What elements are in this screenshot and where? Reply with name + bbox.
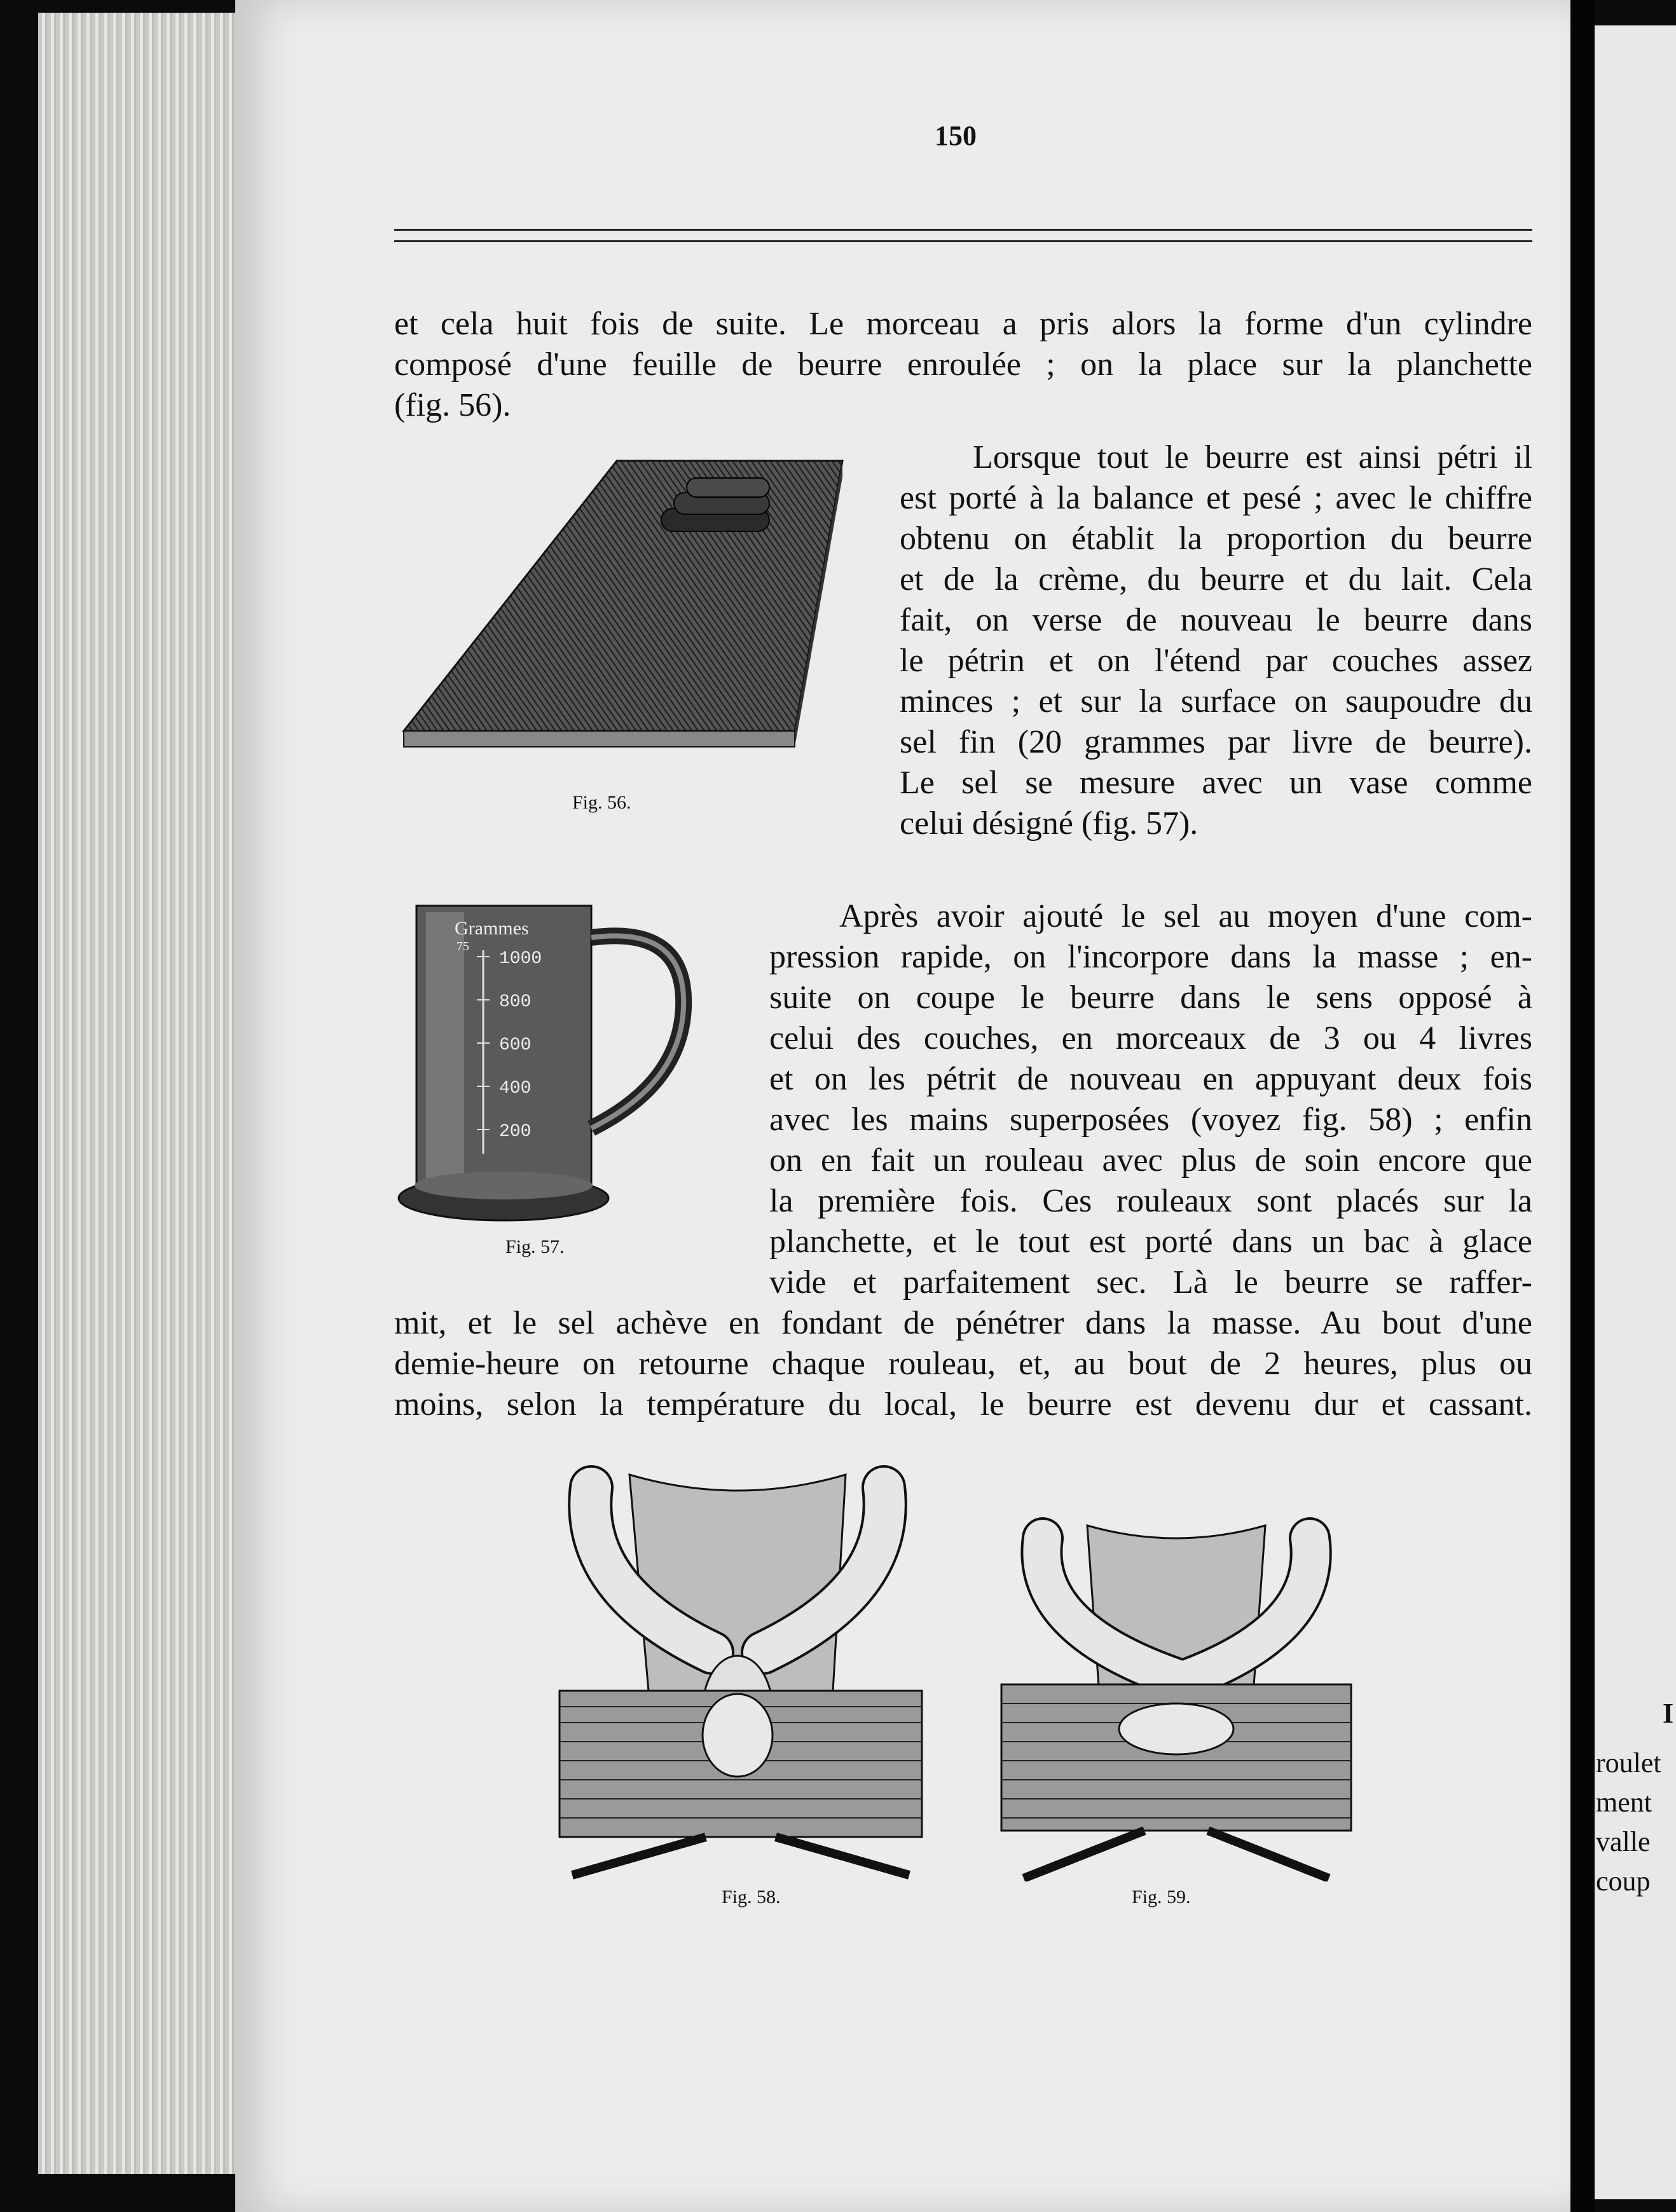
page-stack-edges [38, 13, 248, 2174]
text-line: vide et parfaitement sec. Là le beurre se raffer- [769, 1264, 1532, 1301]
facing-page-text: coup [1596, 1866, 1651, 1897]
text-line: on en fait un rouleau avec plus de soin encore que [769, 1142, 1532, 1178]
facing-page-text: ment [1596, 1787, 1652, 1818]
text-line: celui désigné (fig. 57). [900, 805, 1199, 842]
book-gutter [1570, 0, 1595, 2212]
caption-fig-59: Fig. 59. [1132, 1887, 1191, 1908]
text-line: fait, on verse de nouveau le beurre dans [900, 602, 1532, 638]
page-number: 150 [935, 120, 977, 151]
jug-label-title: Grammes [455, 918, 529, 939]
caption-fig-58: Fig. 58. [722, 1887, 781, 1908]
text-line: Lorsque tout le beurre est ainsi pétri il [973, 439, 1532, 475]
jug-mark: 800 [499, 992, 532, 1012]
jug-mark: 400 [499, 1079, 532, 1098]
text-line: est porté à la balance et pesé ; avec le chiffre [900, 480, 1532, 516]
text-line: et cela huit fois de suite. Le morceau a pris alors la forme d'un cylindre [394, 306, 1532, 342]
text-line: minces ; et sur la surface on saupoudre du [900, 683, 1532, 720]
header-rule-bottom [394, 240, 1532, 242]
text-line: Le sel se mesure avec un vase comme [900, 765, 1532, 801]
text-line: Après avoir ajouté le sel au moyen d'une com- [839, 898, 1532, 934]
text-line: suite on coupe le beurre dans le sens opposé à [769, 980, 1532, 1016]
fig-58-kneading [553, 1462, 928, 1881]
text-line: moins, selon la température du local, le beurre est devenu dur et cassant. [394, 1386, 1532, 1423]
text-line: demie-heure on retourne chaque rouleau, et, au bout de 2 heures, plus ou [394, 1346, 1532, 1382]
text-line: composé d'une feuille de beurre enroulée ; on la place sur la planchette [394, 346, 1532, 383]
paragraph-3 [769, 896, 1532, 1303]
facing-page-text: roulet [1596, 1747, 1661, 1778]
header-rule-top [394, 229, 1532, 231]
facing-page-text: valle [1596, 1826, 1651, 1857]
text-line: pression rapide, on l'incorpore dans la masse ; en- [769, 939, 1532, 975]
text-line: celui des couches, en morceaux de 3 ou 4 livres [769, 1020, 1532, 1056]
fig-57-measuring-jug [394, 899, 693, 1230]
jug-mark: 1000 [499, 949, 542, 969]
text-line: avec les mains superposées (voyez fig. 58) ; enfin [769, 1102, 1532, 1138]
paragraph-3-continued [394, 1303, 1532, 1425]
fig-56-butter-board [401, 458, 846, 756]
paragraph-2 [900, 437, 1532, 844]
text-line: mit, et le sel achève en fondant de pénétrer dans la masse. Au bout d'une [394, 1305, 1532, 1341]
text-line: la première fois. Ces rouleaux sont placés sur la [769, 1183, 1532, 1219]
text-line: obtenu on établit la proportion du beurre [900, 521, 1532, 557]
text-line: planchette, et le tout est porté dans un bac à glace [769, 1224, 1532, 1260]
text-line: sel fin (20 grammes par livre de beurre). [900, 724, 1532, 760]
caption-fig-56: Fig. 56. [572, 792, 631, 813]
text-line: et on les pétrit de nouveau en appuyant deux fois [769, 1061, 1532, 1097]
text-line: et de la crème, du beurre et du lait. Cela [900, 561, 1532, 597]
jug-label-small: 75 [457, 939, 469, 953]
fig-59-kneading [998, 1513, 1354, 1881]
text-line: le pétrin et on l'étend par couches assez [900, 643, 1532, 679]
paragraph-1 [394, 304, 1532, 426]
jug-mark: 600 [499, 1035, 532, 1055]
text-line: (fig. 56). [394, 387, 511, 423]
caption-fig-57: Fig. 57. [505, 1236, 565, 1257]
jug-mark: 200 [499, 1122, 532, 1142]
facing-page-text: I [1663, 1698, 1674, 1729]
